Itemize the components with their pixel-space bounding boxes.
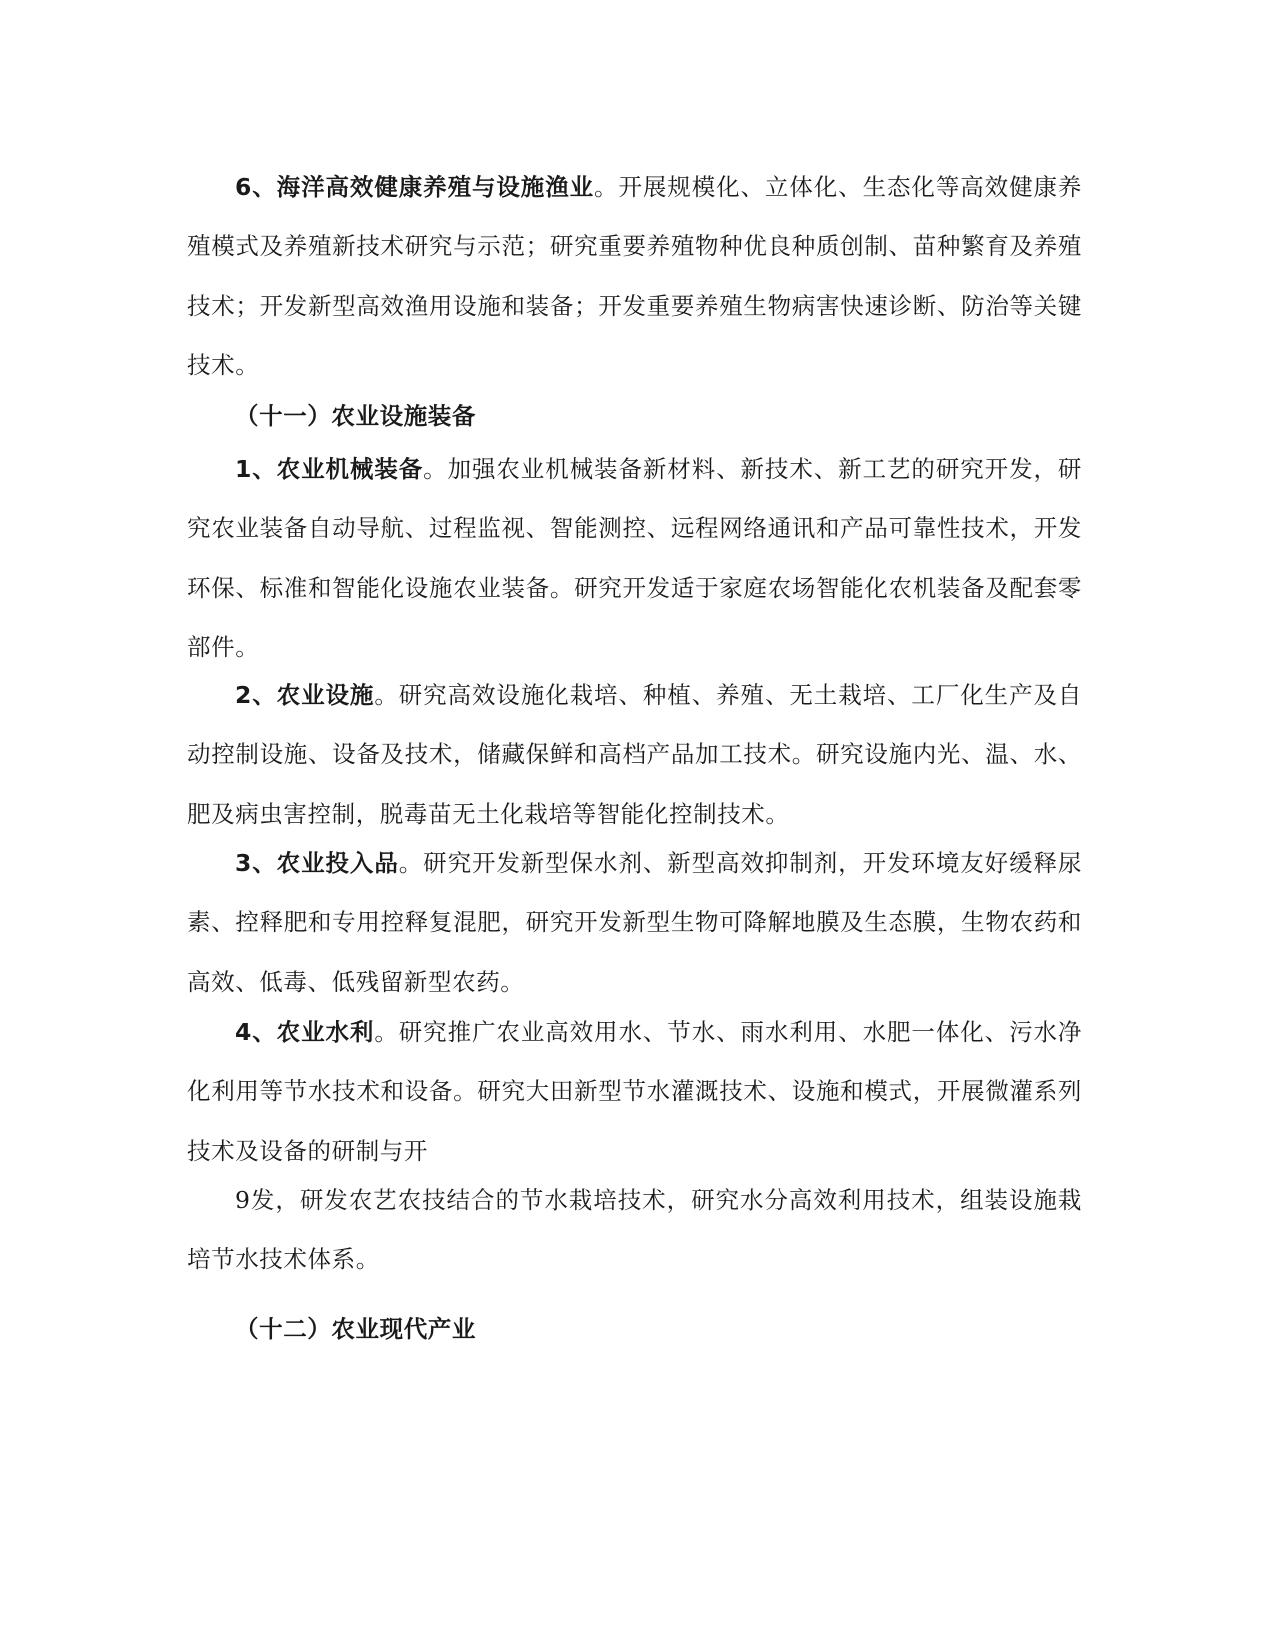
paragraph-body: 。研究推广农业高效用水、节水、雨水利用、水肥一体化、污水净化利用等节水技术和设备。研究大田新型节水灌溉技术、设施和模式，开展微灌系列技术及设备的研制与开 xyxy=(187,1018,1083,1165)
paragraph-lead: 4、农业水利 xyxy=(235,1018,375,1046)
paragraph-body: 。加强农业机械装备新材料、新技术、新工艺的研究开发，研究农业装备自动导航、过程监视、智能测控、远程网络通讯和产品可靠性技术，开发环保、标准和智能化设施农业装备。研究开发适于家庭农场智能化农机装备及配套零部件。 xyxy=(187,455,1082,661)
paragraph-lead: 1、农业机械装备 xyxy=(235,455,424,483)
paragraph-aquaculture xyxy=(187,158,1082,395)
paragraph-agri-machinery xyxy=(187,440,1082,677)
paragraph-body: 。开展规模化、立体化、生态化等高效健康养殖模式及养殖新技术研究与示范；研究重要养殖物种优良种质创制、苗种繁育及养殖技术；开发新型高效渔用设施和装备；开发重要养殖生物病害快速诊断、防治等关键技术。 xyxy=(187,173,1082,379)
paragraph-agri-water xyxy=(187,1003,1082,1181)
section-heading-12: （十二）农业现代产业 xyxy=(235,1315,476,1343)
paragraph-body: 。研究高效设施化栽培、种植、养殖、无土栽培、工厂化生产及自动控制设施、设备及技术，储藏保鲜和高档产品加工技术。研究设施内光、温、水、肥及病虫害控制，脱毒苗无土化栽培等智能化控制技术。 xyxy=(187,681,1083,828)
paragraph-lead: 2、农业设施 xyxy=(235,681,375,709)
paragraph-agri-facilities xyxy=(187,666,1082,844)
section-heading-11: （十一）农业设施装备 xyxy=(235,402,476,430)
paragraph-agri-inputs xyxy=(187,834,1082,1012)
paragraph-water-continuation: 9发，研发农艺农技结合的节水栽培技术，研究水分高效利用技术，组装设施栽培节水技术体系。 xyxy=(187,1186,1082,1274)
paragraph-body: 。研究开发新型保水剂、新型高效抑制剂，开发环境友好缓释尿素、控释肥和专用控释复混肥，研究开发新型生物可降解地膜及生态膜，生物农药和高效、低毒、低残留新型农药。 xyxy=(187,849,1082,996)
paragraph-lead: 3、农业投入品 xyxy=(235,849,399,877)
paragraph-lead: 6、海洋高效健康养殖与设施渔业 xyxy=(235,173,595,201)
